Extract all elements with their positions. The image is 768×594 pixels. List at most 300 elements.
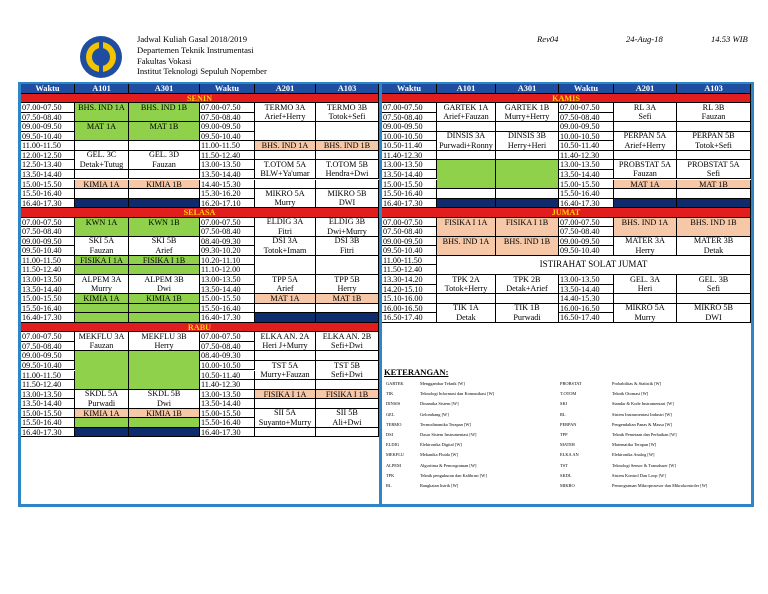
- legend-entry: Menggambar Teknik [W]: [420, 381, 465, 386]
- time-slot: 15.50-16.40: [200, 418, 255, 428]
- cell-text: TPK 2A: [452, 275, 480, 284]
- legend-entry: ELDIG: [386, 442, 400, 448]
- course-cell: [255, 160, 316, 179]
- time-slot: 13.50-14.40: [559, 170, 614, 180]
- time-slot: 16.50-17.40: [559, 313, 614, 323]
- time-slot: 09.50-10.40: [21, 132, 75, 142]
- day-header: SENIN: [21, 94, 379, 104]
- legend-entry: DSI: [386, 432, 394, 437]
- time-slot: 15.10-16.00: [382, 294, 437, 304]
- time-slot: 13.50-14.40: [200, 399, 255, 409]
- time-slot: 15.00-15.50: [21, 409, 75, 419]
- time-slot: 15.00-15.50: [559, 180, 614, 190]
- course-cell: [129, 170, 200, 180]
- legend-entry: TIK: [386, 391, 394, 397]
- course-cell: [255, 256, 316, 275]
- column-header: A201: [255, 84, 316, 94]
- course-cell: [255, 180, 316, 190]
- cell-text: DWI: [705, 312, 722, 322]
- time-slot: 15.50-16.40: [200, 304, 255, 314]
- course-cell: [75, 313, 129, 323]
- cell-text: DINSIS 3B: [508, 131, 546, 141]
- legend-entry: ALPEM: [386, 462, 401, 468]
- course-cell: [614, 103, 677, 122]
- cell-text: Dwi+Murry: [327, 226, 367, 236]
- course-cell: KIMIA 1A: [75, 409, 129, 419]
- time-slot: 13.50-14.40: [21, 285, 75, 295]
- time-slot: 09.00-09.50: [21, 351, 75, 361]
- course-cell: [614, 189, 677, 199]
- cell-text: Hendra+Dwi: [325, 169, 369, 179]
- course-cell: [255, 361, 316, 380]
- course-cell: [496, 294, 559, 304]
- course-cell: [129, 390, 200, 409]
- time-slot: 10.00-10.50: [559, 132, 614, 142]
- course-cell: [316, 103, 379, 122]
- legend-entry: Termodinamika Terapan [W]: [420, 421, 471, 427]
- cell-text: DINSIS 3A: [446, 131, 486, 141]
- time-slot: 09.30-10.20: [200, 246, 255, 256]
- course-cell: [437, 304, 496, 323]
- course-cell: [75, 390, 129, 409]
- cell-text: Heri: [637, 284, 653, 294]
- course-cell: [129, 141, 200, 151]
- cell-text: SII 5A: [273, 408, 297, 418]
- cell-text: Arief+Herry: [264, 112, 306, 122]
- course-cell: [496, 132, 559, 151]
- legend-entry: Rangkaian listrik [W]: [420, 483, 459, 488]
- course-cell: [437, 189, 496, 199]
- course-cell: [316, 399, 379, 409]
- course-cell: BHS. IND 1B: [677, 218, 751, 237]
- legend-entry: T.OTOM: [560, 391, 577, 397]
- course-cell: [255, 103, 316, 122]
- time-slot: 09.50-10.40: [21, 246, 75, 256]
- cell-text: Sefi: [706, 169, 721, 179]
- cell-text: Ali+Dwi: [332, 417, 362, 427]
- cell-text: SKI 5B: [151, 236, 177, 246]
- legend-entry: RL: [386, 483, 392, 488]
- time-slot: 15.50-16.40: [382, 189, 437, 199]
- legend-entry: MATER: [560, 442, 575, 448]
- time-slot: 16.40-17.30: [382, 199, 437, 209]
- course-cell: BHS. IND 1B: [496, 237, 559, 256]
- course-cell: [255, 218, 316, 237]
- course-cell: [316, 256, 379, 275]
- time-label: 14.53 WIB: [711, 34, 748, 44]
- legend-entry: GEL: [386, 411, 395, 417]
- break-banner: ISTIRAHAT SOLAT JUMAT: [437, 256, 751, 275]
- time-slot: 13.50-14.40: [200, 170, 255, 180]
- cell-text: SII 5B: [336, 408, 358, 418]
- time-slot: 09.00-09.50: [382, 237, 437, 247]
- cell-text: GEL. 3B: [698, 275, 729, 284]
- cell-text: Fitri: [339, 245, 355, 255]
- time-slot: 08.40-09.30: [200, 237, 255, 247]
- course-cell: [316, 380, 379, 390]
- time-slot: 13.00-13.50: [382, 160, 437, 170]
- legend-entry: Algoritma & Pemrograman [W]: [420, 462, 477, 468]
- time-slot: 13.50-14.40: [559, 285, 614, 295]
- time-slot: 16.50-17.40: [382, 313, 437, 323]
- day-header: RABU: [21, 323, 379, 333]
- cell-text: Fauzan: [89, 341, 114, 351]
- time-slot: 11.50-12.40: [21, 265, 75, 275]
- column-header: A101: [75, 84, 129, 94]
- legend-entry: Pengendalian Panas & Massa [W]: [612, 421, 672, 427]
- course-cell: [255, 428, 316, 438]
- time-slot: 07.00-07.50: [559, 218, 614, 228]
- legend-entry: Teknik Otomasi [W]: [612, 391, 649, 397]
- course-cell: MAT 1A: [75, 122, 129, 141]
- cell-text: Totok+Sefi: [695, 140, 732, 150]
- legend-entry: SKI: [560, 401, 568, 407]
- course-cell: [496, 189, 559, 199]
- time-slot: 11.50-12.40: [21, 380, 75, 390]
- column-header: A101: [437, 84, 496, 94]
- legend-entry: TERMO: [386, 421, 402, 427]
- course-cell: [677, 294, 751, 304]
- time-slot: 16.00-16.50: [382, 304, 437, 314]
- time-slot: 16.40-17.30: [21, 428, 75, 438]
- course-cell: [129, 428, 200, 438]
- cell-text: ELDIG 3B: [328, 217, 366, 227]
- course-cell: MAT 1A: [614, 180, 677, 190]
- cell-text: Heri J+Murry: [262, 341, 308, 351]
- cell-text: TST 5B: [333, 360, 360, 370]
- course-cell: [75, 275, 129, 294]
- course-cell: [255, 351, 316, 361]
- course-cell: KIMIA 1A: [75, 294, 129, 304]
- course-cell: [496, 151, 559, 161]
- time-slot: 07.00-07.50: [200, 218, 255, 228]
- cell-text: Arief+Herry: [624, 140, 666, 150]
- time-slot: 11.50-12.40: [200, 151, 255, 161]
- column-header: A301: [496, 84, 559, 94]
- course-cell: [614, 122, 677, 132]
- time-slot: 07.00-07.50: [21, 218, 75, 228]
- course-cell: [316, 218, 379, 237]
- legend-entry: Gelombang [W]: [420, 411, 449, 417]
- legend-entry: ELKA AN: [560, 452, 579, 458]
- time-slot: 13.50-14.40: [382, 170, 437, 180]
- cell-text: SKDL 5A: [84, 389, 119, 399]
- revision-label: Rev04: [537, 34, 559, 44]
- course-cell: [437, 103, 496, 122]
- course-cell: [496, 304, 559, 323]
- course-cell: [255, 189, 316, 208]
- time-slot: 15.00-15.50: [200, 409, 255, 419]
- cell-text: TST 5A: [271, 360, 299, 370]
- time-slot: 09.00-09.50: [200, 122, 255, 132]
- time-slot: 13.00-13.50: [559, 160, 614, 170]
- course-cell: MAT 1B: [129, 122, 200, 141]
- cell-text: Sefi+Dwi: [331, 369, 363, 379]
- time-slot: 11.00-11.50: [200, 141, 255, 151]
- time-slot: 13.00-13.50: [559, 275, 614, 285]
- legend-entry: Teknik Pemetaan dan Perbaikan [W]: [612, 432, 677, 437]
- course-cell: [129, 237, 200, 256]
- time-slot: 07.00-07.50: [382, 103, 437, 113]
- time-slot: 15.00-15.50: [21, 180, 75, 190]
- course-cell: [75, 189, 129, 199]
- cell-text: ELKA AN. 2B: [322, 332, 372, 341]
- course-cell: [255, 399, 316, 409]
- course-cell: [677, 103, 751, 122]
- column-header: A103: [677, 84, 751, 94]
- course-cell: [316, 275, 379, 294]
- cell-text: Totok+Herry: [444, 284, 488, 294]
- time-slot: 11.00-11.50: [21, 256, 75, 266]
- day-header: SELASA: [21, 208, 379, 218]
- course-cell: [255, 409, 316, 428]
- cell-text: GEL. 3C: [86, 150, 117, 160]
- course-cell: [129, 418, 200, 428]
- time-slot: 11.40-12.30: [559, 151, 614, 161]
- course-cell: [437, 294, 496, 304]
- time-slot: 11.50-12.40: [382, 265, 437, 275]
- legend-entry: Elektronika Digital [W]: [420, 442, 462, 448]
- legend-entry: Sistem Kontrol Dan Loop [W]: [612, 472, 666, 478]
- time-slot: 15.00-15.50: [200, 294, 255, 304]
- time-slot: 16.40-17.30: [200, 313, 255, 323]
- time-slot: 07.00-07.50: [200, 103, 255, 113]
- cell-text: PROBSTAT 5A: [687, 160, 740, 170]
- legend-entry: Matematika Terapan [W]: [612, 442, 657, 448]
- cell-text: SKDL 5B: [147, 389, 181, 399]
- cell-text: DSI 3B: [334, 236, 360, 246]
- course-cell: MAT 1B: [677, 180, 751, 190]
- cell-text: DSI 3A: [272, 236, 298, 246]
- course-cell: [496, 160, 559, 189]
- course-cell: MAT 1A: [255, 294, 316, 304]
- legend-entry: Pemrograman Mikroprosesor dan Mikrokontroler [W]: [612, 483, 708, 488]
- course-cell: [75, 151, 129, 170]
- course-cell: [614, 132, 677, 151]
- time-slot: 11.00-11.50: [382, 256, 437, 266]
- cell-text: MEKFLU 3B: [141, 332, 187, 341]
- course-cell: [255, 275, 316, 294]
- time-slot: 12.00-12.50: [21, 151, 75, 161]
- time-slot: 16.40-17.30: [21, 313, 75, 323]
- cell-text: MEKFLU 3A: [78, 332, 125, 341]
- course-cell: [614, 160, 677, 179]
- cell-text: TERMO 3A: [264, 103, 306, 112]
- day-header: KAMIS: [382, 94, 751, 104]
- course-cell: [677, 160, 751, 179]
- cell-text: T.OTOM 5A: [263, 160, 307, 170]
- time-slot: 07.50-08.40: [200, 227, 255, 237]
- legend-entry: SKDL: [560, 472, 572, 478]
- cell-text: RL 3A: [633, 103, 657, 112]
- course-cell: [129, 304, 200, 314]
- time-slot: 10.50-11.40: [200, 371, 255, 381]
- course-cell: KWN 1A: [75, 218, 129, 237]
- course-cell: FISIKA I 1A: [255, 390, 316, 400]
- course-cell: [255, 122, 316, 141]
- course-cell: [677, 132, 751, 151]
- course-cell: BHS. IND 1B: [316, 141, 379, 151]
- time-slot: 09.00-09.50: [21, 237, 75, 247]
- course-cell: FISIKA I 1B: [496, 218, 559, 237]
- time-slot: 11.00-11.50: [21, 141, 75, 151]
- course-cell: [129, 189, 200, 199]
- cell-text: Detak+Tutug: [79, 159, 124, 169]
- time-slot: 09.00-09.50: [382, 122, 437, 132]
- course-cell: [496, 103, 559, 122]
- time-slot: 13.00-13.50: [200, 160, 255, 170]
- legend-entry: Teknologi Sensor & Transduser [W]: [612, 462, 676, 468]
- legend-entry: Sistem Instrumentasi Industri [W]: [612, 411, 672, 417]
- course-cell: [75, 418, 129, 428]
- time-slot: 07.00-07.50: [21, 103, 75, 113]
- cell-text: ALPEM 3A: [81, 275, 122, 284]
- cell-text: GEL. 3A: [629, 275, 660, 284]
- course-cell: FISIKA I 1A: [75, 256, 129, 266]
- course-cell: [75, 199, 129, 209]
- time-slot: 10.20-11.10: [200, 256, 255, 266]
- cell-text: Arief: [155, 245, 173, 255]
- cell-text: ALPEM 3B: [144, 275, 184, 284]
- course-cell: [316, 151, 379, 161]
- cell-text: GARTEK 1A: [443, 103, 489, 112]
- course-cell: [129, 199, 200, 209]
- header-line: Institut Teknologi Sepuluh Nopember: [137, 66, 267, 77]
- course-cell: [614, 275, 677, 294]
- cell-text: TIK 1A: [453, 303, 479, 313]
- time-slot: 13.00-13.50: [21, 275, 75, 285]
- time-slot: 16.40-17.30: [559, 199, 614, 209]
- document-header: [137, 34, 267, 77]
- time-slot: 15.50-16.40: [21, 418, 75, 428]
- time-slot: 13.50-14.40: [21, 170, 75, 180]
- course-cell: [316, 313, 379, 323]
- cell-text: Herry+Heri: [507, 140, 547, 150]
- legend-entry: TPP: [560, 432, 568, 437]
- time-slot: 07.50-08.40: [559, 113, 614, 123]
- course-cell: [255, 151, 316, 161]
- course-cell: [129, 275, 200, 294]
- course-cell: [677, 189, 751, 199]
- time-slot: 07.00-07.50: [21, 332, 75, 342]
- cell-text: Fauzan: [152, 159, 176, 169]
- course-cell: [316, 237, 379, 256]
- cell-text: PERPAN 5A: [623, 131, 667, 141]
- cell-text: ELDIG 3A: [266, 217, 304, 227]
- cell-text: TPP 5B: [334, 275, 360, 284]
- column-header: Waktu: [200, 84, 255, 94]
- cell-text: Purwadi: [87, 398, 116, 408]
- cell-text: Detak: [703, 245, 724, 255]
- cell-text: DWI: [338, 198, 356, 208]
- course-cell: [437, 160, 496, 189]
- legend-entry: GARTEK: [386, 381, 404, 386]
- time-slot: 15.00-15.50: [21, 294, 75, 304]
- cell-text: TPK 2B: [513, 275, 541, 284]
- time-slot: 10.00-10.50: [200, 361, 255, 371]
- course-cell: [316, 160, 379, 179]
- time-slot: 07.50-08.40: [200, 342, 255, 352]
- time-slot: 16.00-16.50: [559, 304, 614, 314]
- course-cell: KIMIA 1A: [75, 180, 129, 190]
- institution-logo-icon: [78, 34, 124, 80]
- cell-text: GARTEK 1B: [504, 103, 550, 112]
- legend-entry: Probabilitas & Statistik [W]: [612, 381, 662, 386]
- time-slot: 15.50-16.40: [21, 304, 75, 314]
- cell-text: TPP 5A: [272, 275, 298, 284]
- cell-text: T.OTOM 5B: [326, 160, 368, 170]
- cell-text: Purwadi: [513, 312, 541, 322]
- course-cell: FISIKA I 1B: [316, 390, 379, 400]
- cell-text: Detak: [456, 312, 476, 322]
- header-line: Jadwal Kuliah Gasal 2018/2019: [137, 34, 248, 44]
- day-header: JUMAT: [382, 208, 751, 218]
- legend-entry: MEKFLU: [386, 452, 405, 458]
- legend-entry: Mekanika Fluida [W]: [420, 452, 459, 458]
- course-cell: [129, 265, 200, 275]
- course-cell: [75, 170, 129, 180]
- course-cell: [255, 304, 316, 314]
- course-cell: [316, 180, 379, 190]
- column-header: Waktu: [382, 84, 437, 94]
- course-cell: [75, 351, 129, 389]
- cell-text: Totok+Sefi: [328, 112, 366, 122]
- legend-entry: Dasar Sistem Instrumentasi [W]: [420, 432, 477, 437]
- course-cell: [316, 361, 379, 380]
- cell-text: PROBSTAT 5A: [618, 160, 672, 170]
- time-slot: 15.50-16.40: [21, 189, 75, 199]
- course-cell: FISIKA I 1B: [129, 256, 200, 266]
- course-cell: [255, 237, 316, 256]
- course-cell: [75, 428, 129, 438]
- course-cell: [677, 237, 751, 256]
- legend-entry: TST: [560, 462, 568, 468]
- legend-entry: RL: [560, 411, 566, 417]
- cell-text: MIKRO 5B: [694, 303, 733, 313]
- cell-text: Murry: [634, 312, 656, 322]
- time-slot: 09.00-09.50: [559, 122, 614, 132]
- course-cell: [614, 199, 677, 209]
- time-slot: 13.00-13.50: [200, 390, 255, 400]
- legend-entry: DINSIS: [386, 401, 401, 407]
- time-slot: 13.50-14.40: [21, 399, 75, 409]
- cell-text: BLW+Ya'umar: [260, 169, 310, 179]
- cell-text: TERMO 3B: [326, 103, 368, 112]
- course-cell: [316, 304, 379, 314]
- course-cell: [614, 294, 677, 304]
- legend-entry: Standar & Kode Instrumentasi [W]: [612, 401, 674, 407]
- course-cell: KIMIA 1B: [129, 294, 200, 304]
- time-slot: 11.10-12.00: [200, 265, 255, 275]
- time-slot: 15.30-16.20: [200, 189, 255, 199]
- cell-text: Sefi+Dwi: [331, 341, 363, 351]
- course-cell: [614, 304, 677, 323]
- cell-text: Dwi: [156, 284, 172, 294]
- time-slot: 09.50-10.40: [200, 132, 255, 142]
- cell-text: Detak+Arief: [506, 284, 548, 294]
- course-cell: [129, 351, 200, 389]
- header-line: Departemen Teknik Instrumentasi: [137, 44, 254, 55]
- cell-text: ELKA AN. 2A: [260, 332, 310, 341]
- legend-entry: MIKRO: [560, 483, 575, 488]
- cell-text: MIKRO 5B: [327, 189, 367, 198]
- time-slot: 16.20-17.10: [200, 199, 255, 209]
- cell-text: Murry: [91, 284, 112, 294]
- course-cell: KIMIA 1B: [129, 409, 200, 419]
- time-slot: 07.00-07.50: [559, 103, 614, 113]
- column-header: Waktu: [21, 84, 75, 94]
- column-header: A301: [129, 84, 200, 94]
